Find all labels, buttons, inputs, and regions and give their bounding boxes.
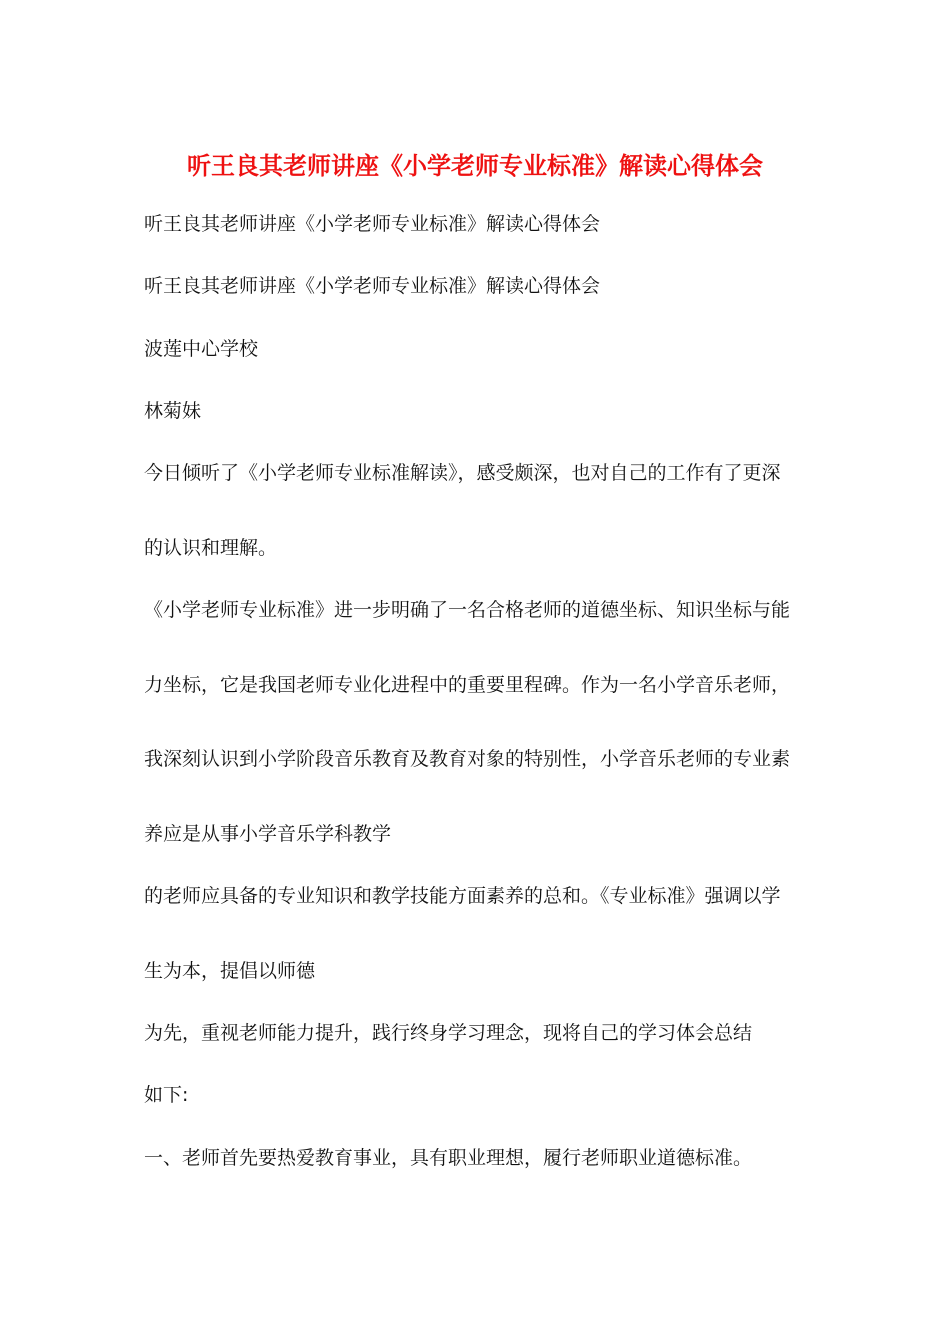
text-line: 力坐标，它是我国老师专业化进程中的重要里程碑。作为一名小学音乐老师， [144, 674, 791, 696]
text-line: 今日倾听了《小学老师专业标准解读》，感受颇深，也对自己的工作有了更深 [144, 462, 781, 484]
text-line: 养应是从事小学音乐学科教学 [144, 823, 392, 845]
text-line: 听王良其老师讲座《小学老师专业标准》解读心得体会 [144, 213, 601, 235]
text-line: 生为本，提倡以师德 [144, 960, 316, 982]
text-line: 听王良其老师讲座《小学老师专业标准》解读心得体会 [144, 275, 601, 297]
author-name: 林菊妹 [144, 400, 202, 422]
text-line: 如下: [144, 1084, 189, 1106]
text-line: 《小学老师专业标准》进一步明确了一名合格老师的道德坐标、知识坐标与能 [144, 599, 791, 621]
text-line: 的老师应具备的专业知识和教学技能方面素养的总和。《专业标准》强调以学 [144, 885, 781, 907]
text-line: 为先，重视老师能力提升，践行终身学习理念，现将自己的学习体会总结 [144, 1022, 753, 1044]
text-line: 的认识和理解。 [144, 537, 278, 559]
section-heading: 一、老师首先要热爱教育事业，具有职业理想，履行老师职业道德标准。 [144, 1147, 753, 1169]
document-title: 听王良其老师讲座《小学老师专业标准》解读心得体会 [187, 151, 763, 180]
school-name: 波莲中心学校 [144, 338, 259, 360]
text-line: 我深刻认识到小学阶段音乐教育及教育对象的特别性，小学音乐老师的专业素 [144, 748, 791, 770]
